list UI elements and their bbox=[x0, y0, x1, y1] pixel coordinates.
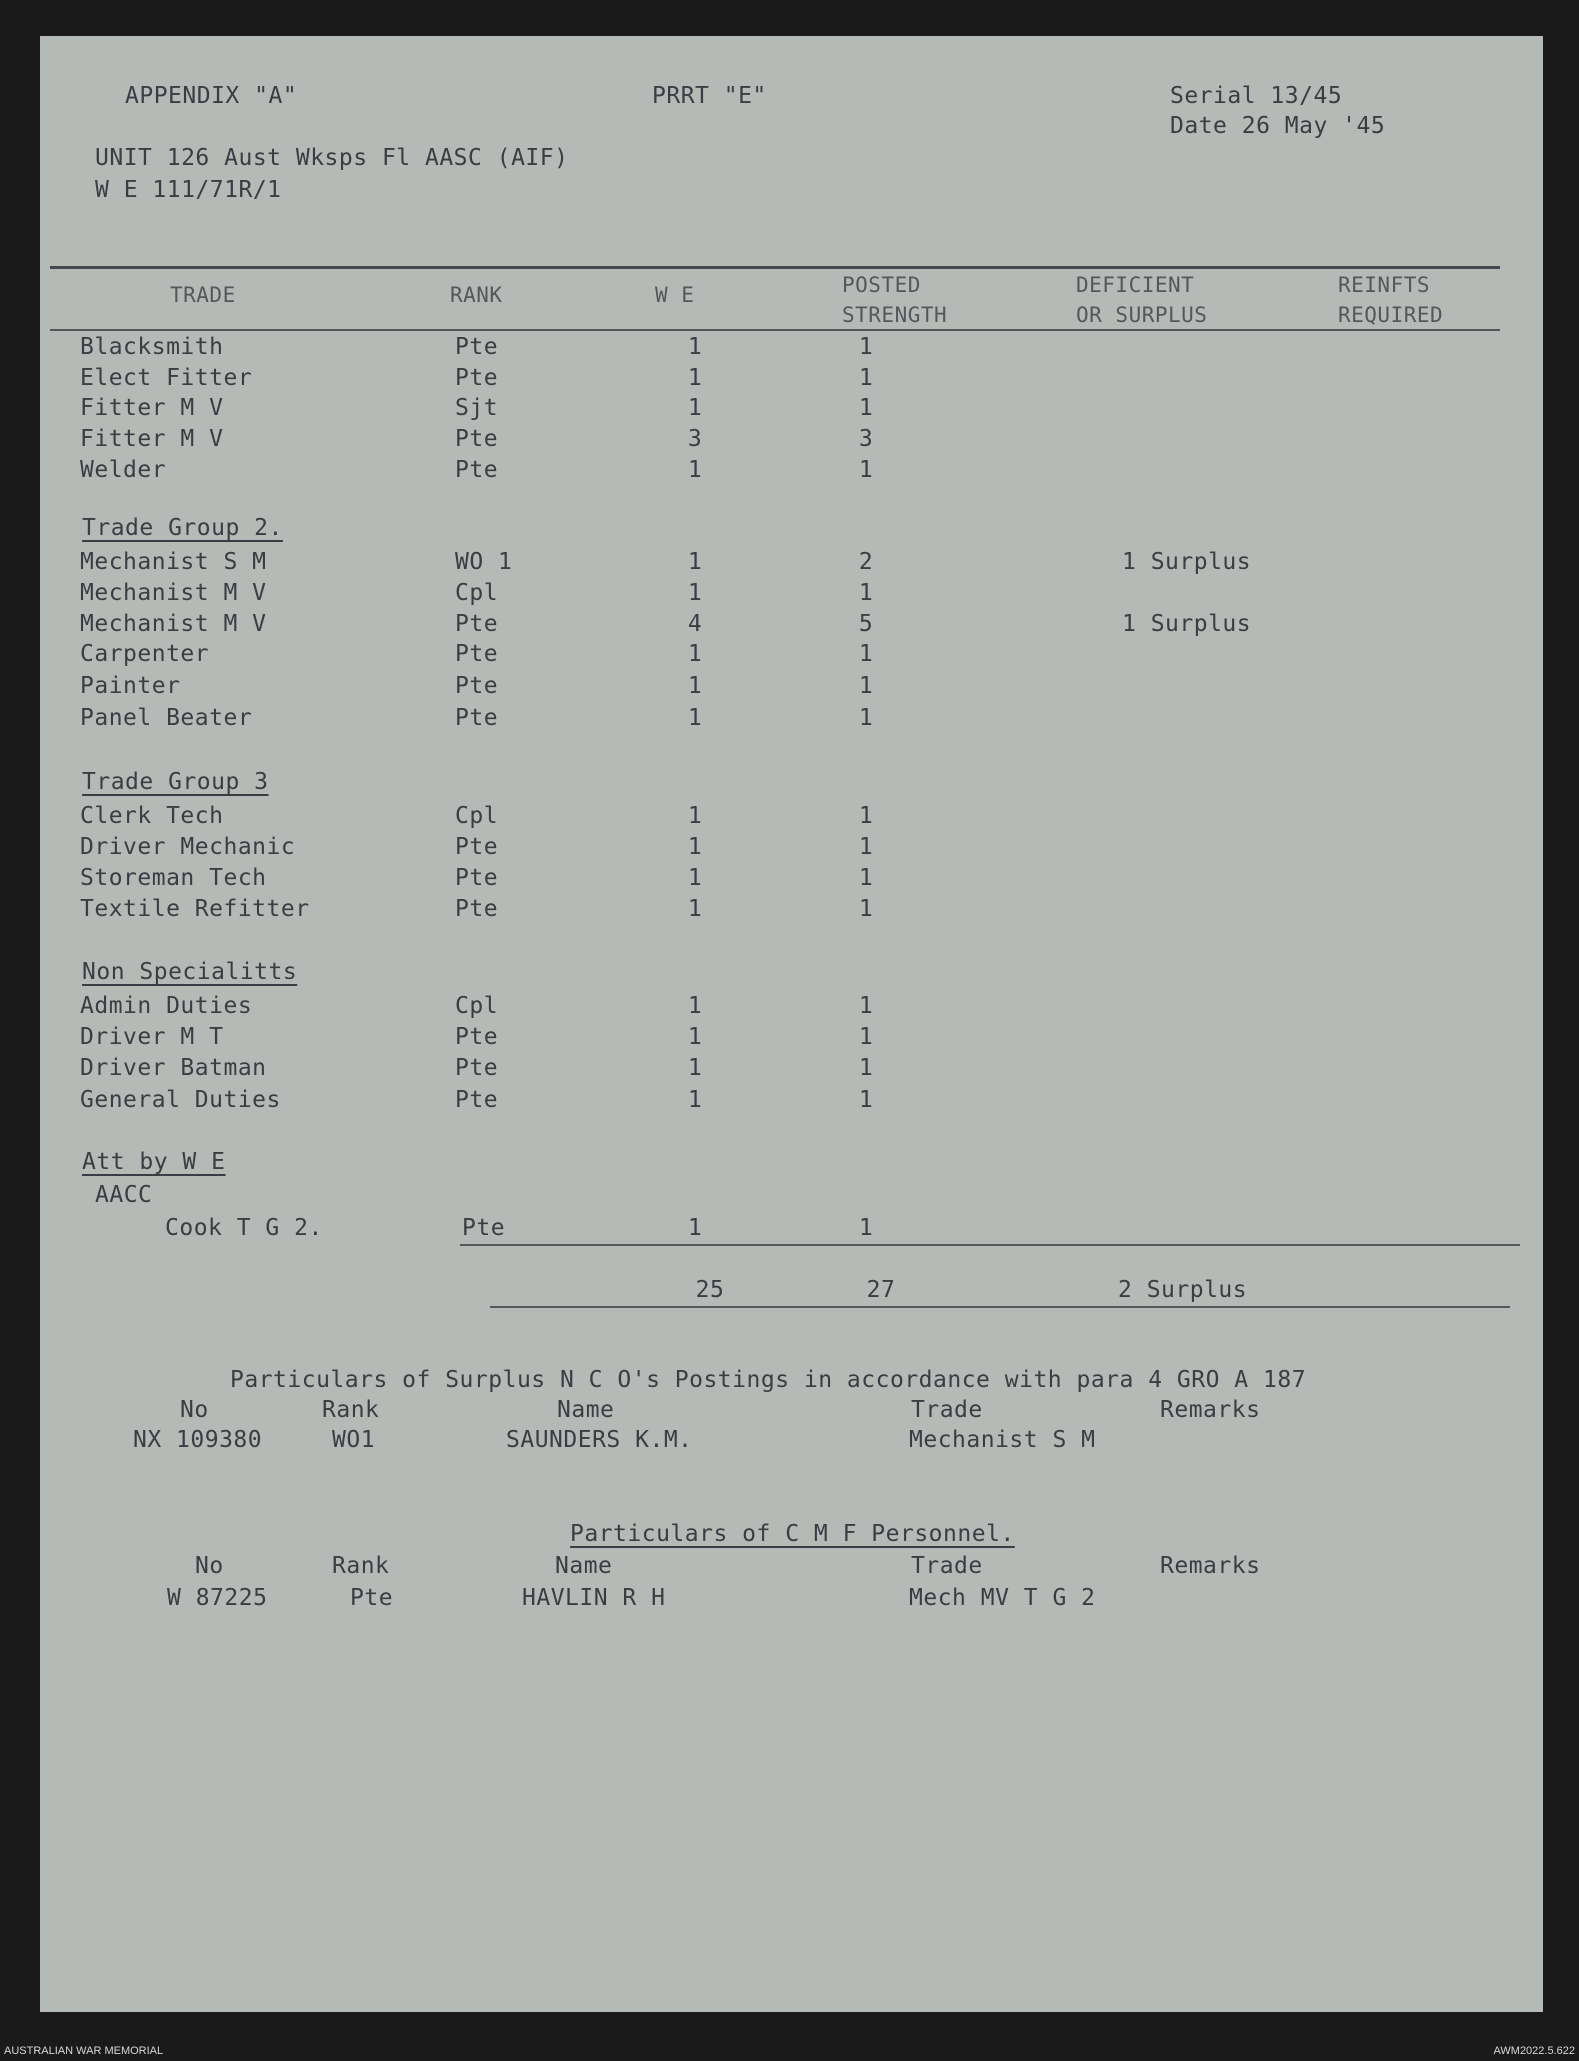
row-trade: Fitter M V bbox=[80, 426, 224, 452]
row-we: 1 bbox=[687, 896, 703, 922]
row-we: 1 bbox=[687, 641, 703, 667]
document-sheet bbox=[40, 36, 1543, 2012]
row-we: 1 bbox=[687, 1215, 703, 1241]
row-posted: 1 bbox=[858, 1087, 874, 1113]
row-rank: Pte bbox=[455, 705, 499, 731]
row-posted: 1 bbox=[858, 365, 874, 391]
section-title-trade-group-2: Trade Group 2. bbox=[82, 515, 283, 541]
row-trade: Cook T G 2. bbox=[165, 1215, 323, 1241]
row-trade: Painter bbox=[80, 673, 181, 699]
row-we: 3 bbox=[687, 426, 703, 452]
row-trade: Admin Duties bbox=[80, 993, 253, 1019]
unit-name: UNIT 126 Aust Wksps Fl AASC (AIF) bbox=[95, 145, 569, 171]
row-trade: Textile Refitter bbox=[80, 896, 310, 922]
row-we: 1 bbox=[687, 865, 703, 891]
total-posted: 27 bbox=[866, 1277, 896, 1303]
footer-accession-number: AWM2022.5.622 bbox=[1493, 2045, 1575, 2057]
row-rank: Pte bbox=[455, 834, 499, 860]
row-posted: 1 bbox=[858, 1055, 874, 1081]
row-surplus: 1 Surplus bbox=[1122, 549, 1252, 575]
row-posted: 1 bbox=[858, 865, 874, 891]
row-rank: Pte bbox=[455, 865, 499, 891]
cmf-row-trade: Mech MV T G 2 bbox=[909, 1585, 1096, 1611]
row-posted: 1 bbox=[858, 834, 874, 860]
row-we: 4 bbox=[687, 611, 703, 637]
total-surplus: 2 Surplus bbox=[1118, 1277, 1248, 1303]
cmf-header-remarks: Remarks bbox=[1160, 1553, 1261, 1579]
surplus-header-rank: Rank bbox=[322, 1397, 380, 1423]
row-rank: Pte bbox=[455, 334, 499, 360]
cmf-row-name: HAVLIN R H bbox=[522, 1585, 666, 1611]
col-header-we: W E bbox=[655, 283, 695, 307]
row-we: 1 bbox=[687, 334, 703, 360]
row-rank: Pte bbox=[455, 673, 499, 699]
row-trade: General Duties bbox=[80, 1087, 281, 1113]
row-rank: Pte bbox=[455, 641, 499, 667]
row-trade: Welder bbox=[80, 457, 167, 483]
surplus-nco-title: Particulars of Surplus N C O's Postings in accordance with para 4 GRO A 187 bbox=[230, 1367, 1307, 1393]
row-posted: 1 bbox=[858, 1024, 874, 1050]
row-rank: WO 1 bbox=[455, 549, 513, 575]
row-we: 1 bbox=[687, 834, 703, 860]
cmf-header-trade: Trade bbox=[911, 1553, 983, 1579]
row-rank: Cpl bbox=[455, 993, 499, 1019]
row-rank: Pte bbox=[455, 1055, 499, 1081]
row-we: 1 bbox=[687, 1087, 703, 1113]
row-posted: 1 bbox=[858, 641, 874, 667]
row-rank: Cpl bbox=[455, 803, 499, 829]
cmf-title: Particulars of C M F Personnel. bbox=[570, 1521, 1015, 1547]
cmf-header-name: Name bbox=[555, 1553, 613, 1579]
row-rank: Sjt bbox=[455, 395, 499, 421]
footer-institution: AUSTRALIAN WAR MEMORIAL bbox=[4, 2045, 164, 2057]
cmf-header-no: No bbox=[195, 1553, 224, 1579]
row-we: 1 bbox=[687, 1055, 703, 1081]
col-header-posted: POSTED bbox=[842, 273, 921, 297]
row-we: 1 bbox=[687, 1024, 703, 1050]
row-trade: Fitter M V bbox=[80, 395, 224, 421]
part-label: PRRT "E" bbox=[652, 83, 767, 109]
row-we: 1 bbox=[687, 803, 703, 829]
row-rank: Pte bbox=[455, 1024, 499, 1050]
war-establishment-ref: W E 111/71R/1 bbox=[95, 177, 282, 203]
cmf-row-rank: Pte bbox=[350, 1585, 394, 1611]
row-we: 1 bbox=[687, 365, 703, 391]
surplus-header-no: No bbox=[180, 1397, 209, 1423]
col-header-required: REQUIRED bbox=[1338, 303, 1444, 327]
row-rank: Pte bbox=[455, 896, 499, 922]
row-trade: Driver Mechanic bbox=[80, 834, 296, 860]
total-we: 25 bbox=[695, 1277, 725, 1303]
corps-label: AACC bbox=[95, 1182, 153, 1208]
row-posted: 1 bbox=[858, 395, 874, 421]
cmf-row-no: W 87225 bbox=[167, 1585, 268, 1611]
row-posted: 1 bbox=[858, 705, 874, 731]
surplus-row-name: SAUNDERS K.M. bbox=[506, 1427, 693, 1453]
row-surplus: 1 Surplus bbox=[1122, 611, 1252, 637]
table-header-rule bbox=[50, 329, 1500, 331]
surplus-row-trade: Mechanist S M bbox=[909, 1427, 1096, 1453]
row-rank: Pte bbox=[455, 426, 499, 452]
row-posted: 1 bbox=[858, 580, 874, 606]
row-rank: Pte bbox=[455, 365, 499, 391]
row-rank: Pte bbox=[462, 1215, 506, 1241]
row-we: 1 bbox=[687, 705, 703, 731]
totals-lower-rule bbox=[490, 1306, 1510, 1308]
appendix-label: APPENDIX "A" bbox=[125, 83, 298, 109]
row-posted: 1 bbox=[858, 334, 874, 360]
col-header-surplus: OR SURPLUS bbox=[1076, 303, 1208, 327]
col-header-deficient: DEFICIENT bbox=[1076, 273, 1195, 297]
row-trade: Mechanist M V bbox=[80, 611, 267, 637]
totals-upper-rule bbox=[460, 1244, 1520, 1246]
row-posted: 5 bbox=[858, 611, 874, 637]
row-we: 1 bbox=[687, 549, 703, 575]
row-we: 1 bbox=[687, 580, 703, 606]
document-date: Date 26 May '45 bbox=[1170, 113, 1386, 139]
row-posted: 1 bbox=[858, 1215, 874, 1241]
row-trade: Storeman Tech bbox=[80, 865, 267, 891]
section-title-attached: Att by W E bbox=[82, 1149, 226, 1175]
surplus-row-rank: WO1 bbox=[332, 1427, 376, 1453]
row-trade: Driver Batman bbox=[80, 1055, 267, 1081]
col-header-strength: STRENGTH bbox=[842, 303, 948, 327]
surplus-header-trade: Trade bbox=[911, 1397, 983, 1423]
row-posted: 1 bbox=[858, 896, 874, 922]
row-trade: Elect Fitter bbox=[80, 365, 253, 391]
table-top-rule bbox=[50, 266, 1500, 269]
row-trade: Carpenter bbox=[80, 641, 210, 667]
row-posted: 3 bbox=[858, 426, 874, 452]
row-trade: Mechanist M V bbox=[80, 580, 267, 606]
row-rank: Pte bbox=[455, 457, 499, 483]
row-trade: Clerk Tech bbox=[80, 803, 224, 829]
row-posted: 2 bbox=[858, 549, 874, 575]
col-header-trade: TRADE bbox=[170, 283, 236, 307]
col-header-rank: RANK bbox=[450, 283, 503, 307]
serial-number: Serial 13/45 bbox=[1170, 83, 1343, 109]
cmf-header-rank: Rank bbox=[332, 1553, 390, 1579]
surplus-header-name: Name bbox=[557, 1397, 615, 1423]
section-title-trade-group-3: Trade Group 3 bbox=[82, 769, 269, 795]
row-trade: Blacksmith bbox=[80, 334, 224, 360]
row-posted: 1 bbox=[858, 803, 874, 829]
row-posted: 1 bbox=[858, 457, 874, 483]
row-rank: Pte bbox=[455, 1087, 499, 1113]
col-header-reinfts: REINFTS bbox=[1338, 273, 1431, 297]
row-we: 1 bbox=[687, 673, 703, 699]
row-posted: 1 bbox=[858, 673, 874, 699]
row-we: 1 bbox=[687, 395, 703, 421]
row-trade: Mechanist S M bbox=[80, 549, 267, 575]
row-posted: 1 bbox=[858, 993, 874, 1019]
row-we: 1 bbox=[687, 457, 703, 483]
row-rank: Cpl bbox=[455, 580, 499, 606]
row-trade: Driver M T bbox=[80, 1024, 224, 1050]
row-trade: Panel Beater bbox=[80, 705, 253, 731]
row-rank: Pte bbox=[455, 611, 499, 637]
section-title-non-specialists: Non Specialitts bbox=[82, 959, 298, 985]
surplus-row-no: NX 109380 bbox=[133, 1427, 263, 1453]
surplus-header-remarks: Remarks bbox=[1160, 1397, 1261, 1423]
row-we: 1 bbox=[687, 993, 703, 1019]
